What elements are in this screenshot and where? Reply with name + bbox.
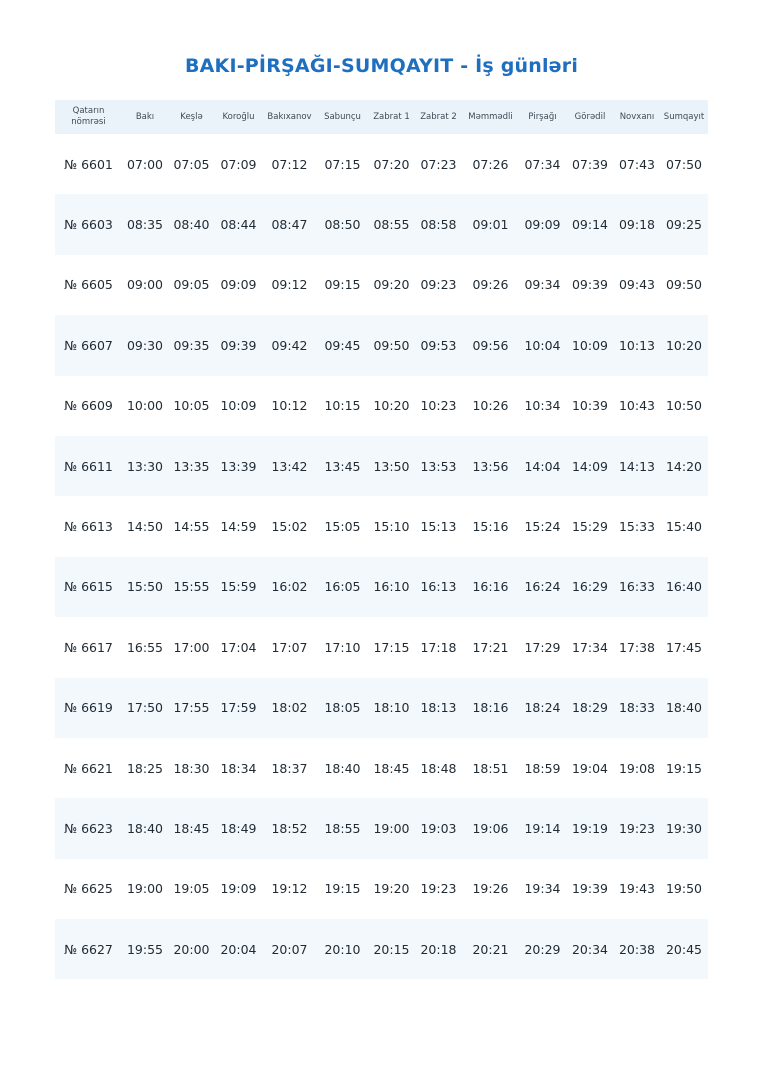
- time-cell: 10:23: [420, 398, 457, 414]
- time-cell: 09:20: [373, 277, 410, 293]
- time-cell: 07:09: [220, 156, 257, 172]
- time-cell: 17:21: [472, 639, 509, 655]
- time-cell: 18:48: [420, 760, 457, 776]
- time-cell: 17:29: [524, 639, 561, 655]
- time-cell: 09:50: [665, 277, 703, 293]
- time-cell: 07:26: [472, 156, 509, 172]
- time-cell: 15:55: [168, 557, 215, 617]
- time-cell: 16:10: [368, 557, 415, 617]
- time-cell: 18:16: [462, 678, 519, 738]
- time-cell: 08:47: [262, 194, 317, 254]
- time-cell: 20:18: [415, 919, 462, 979]
- train-number-cell: № 6625: [64, 881, 113, 897]
- time-cell: 18:52: [262, 798, 317, 858]
- time-cell: 15:16: [472, 519, 509, 535]
- time-cell: 09:30: [122, 315, 168, 375]
- column-header-station: Məmmədli: [462, 100, 519, 134]
- time-cell: 09:39: [215, 315, 262, 375]
- time-cell: 10:43: [618, 398, 656, 414]
- time-cell: 16:29: [566, 557, 614, 617]
- column-header-station: Bakıxanov: [262, 100, 317, 134]
- time-cell: 07:20: [373, 156, 410, 172]
- time-cell: 18:45: [168, 798, 215, 858]
- time-cell: 17:55: [168, 678, 215, 738]
- time-cell: 19:55: [122, 919, 168, 979]
- column-header-station: Novxanı: [614, 100, 660, 134]
- time-cell: 18:13: [415, 678, 462, 738]
- time-cell: 08:55: [368, 194, 415, 254]
- time-cell: 09:50: [368, 315, 415, 375]
- train-number-cell: № 6627: [55, 919, 122, 979]
- time-cell: 18:33: [614, 678, 660, 738]
- time-cell: 07:50: [665, 156, 703, 172]
- time-cell: 16:05: [317, 557, 368, 617]
- train-number-cell: № 6607: [55, 315, 122, 375]
- time-cell: 18:05: [317, 678, 368, 738]
- time-cell: 19:50: [665, 881, 703, 897]
- time-cell: 14:13: [614, 436, 660, 496]
- time-cell: 19:04: [571, 760, 609, 776]
- time-cell: 16:40: [660, 557, 708, 617]
- column-header-station: Keşlə: [168, 100, 215, 134]
- train-number-cell: № 6609: [64, 398, 113, 414]
- time-cell: 18:55: [317, 798, 368, 858]
- time-cell: 19:09: [220, 881, 257, 897]
- time-cell: 15:10: [373, 519, 410, 535]
- time-cell: 14:09: [566, 436, 614, 496]
- time-cell: 14:55: [173, 519, 210, 535]
- time-cell: 19:05: [173, 881, 210, 897]
- time-cell: 09:34: [524, 277, 561, 293]
- time-cell: 19:26: [472, 881, 509, 897]
- time-cell: 18:40: [324, 760, 361, 776]
- time-cell: 18:02: [262, 678, 317, 738]
- time-cell: 18:30: [173, 760, 210, 776]
- time-cell: 09:53: [415, 315, 462, 375]
- time-cell: 17:18: [420, 639, 457, 655]
- time-cell: 18:49: [215, 798, 262, 858]
- time-cell: 19:15: [665, 760, 703, 776]
- time-cell: 10:12: [271, 398, 308, 414]
- time-cell: 15:24: [524, 519, 561, 535]
- time-cell: 15:13: [420, 519, 457, 535]
- time-cell: 18:45: [373, 760, 410, 776]
- time-cell: 09:01: [462, 194, 519, 254]
- time-cell: 17:07: [271, 639, 308, 655]
- time-cell: 07:39: [571, 156, 609, 172]
- time-cell: 08:50: [317, 194, 368, 254]
- time-cell: 08:58: [415, 194, 462, 254]
- train-number-cell: № 6615: [55, 557, 122, 617]
- time-cell: 10:39: [571, 398, 609, 414]
- time-cell: 16:55: [126, 639, 164, 655]
- time-cell: 18:40: [122, 798, 168, 858]
- table-row: [55, 255, 708, 315]
- time-cell: 17:45: [665, 639, 703, 655]
- time-cell: 18:40: [660, 678, 708, 738]
- time-cell: 18:51: [472, 760, 509, 776]
- table-row: [55, 496, 708, 556]
- time-cell: 17:15: [373, 639, 410, 655]
- time-cell: 10:05: [173, 398, 210, 414]
- train-number-cell: № 6601: [64, 156, 113, 172]
- time-cell: 18:29: [566, 678, 614, 738]
- table-row: [55, 134, 708, 194]
- time-cell: 17:34: [571, 639, 609, 655]
- time-cell: 10:34: [524, 398, 561, 414]
- time-cell: 18:37: [271, 760, 308, 776]
- time-cell: 20:15: [368, 919, 415, 979]
- time-cell: 07:15: [324, 156, 361, 172]
- time-cell: 20:38: [614, 919, 660, 979]
- time-cell: 07:12: [271, 156, 308, 172]
- time-cell: 16:02: [262, 557, 317, 617]
- time-cell: 17:59: [215, 678, 262, 738]
- time-cell: 20:10: [317, 919, 368, 979]
- train-number-cell: № 6623: [55, 798, 122, 858]
- time-cell: 19:08: [618, 760, 656, 776]
- table-row: [55, 617, 708, 677]
- time-cell: 16:24: [519, 557, 566, 617]
- time-cell: 17:10: [324, 639, 361, 655]
- time-cell: 13:39: [215, 436, 262, 496]
- time-cell: 07:23: [420, 156, 457, 172]
- time-cell: 09:45: [317, 315, 368, 375]
- timetable: [55, 100, 708, 979]
- time-cell: 09:42: [262, 315, 317, 375]
- time-cell: 15:29: [571, 519, 609, 535]
- table-row: [55, 557, 708, 617]
- time-cell: 19:12: [271, 881, 308, 897]
- time-cell: 07:00: [126, 156, 164, 172]
- time-cell: 14:04: [519, 436, 566, 496]
- time-cell: 09:09: [220, 277, 257, 293]
- time-cell: 09:25: [660, 194, 708, 254]
- column-header-station: Zabrat 2: [415, 100, 462, 134]
- time-cell: 13:50: [368, 436, 415, 496]
- time-cell: 17:38: [618, 639, 656, 655]
- time-cell: 13:35: [168, 436, 215, 496]
- time-cell: 15:50: [122, 557, 168, 617]
- time-cell: 15:02: [271, 519, 308, 535]
- time-cell: 17:04: [220, 639, 257, 655]
- time-cell: 08:44: [215, 194, 262, 254]
- time-cell: 18:59: [524, 760, 561, 776]
- time-cell: 13:42: [262, 436, 317, 496]
- time-cell: 19:30: [660, 798, 708, 858]
- column-header-station: Koroğlu: [215, 100, 262, 134]
- time-cell: 13:30: [122, 436, 168, 496]
- time-cell: 09:14: [566, 194, 614, 254]
- time-cell: 09:18: [614, 194, 660, 254]
- header-row: [55, 100, 708, 134]
- time-cell: 09:15: [324, 277, 361, 293]
- column-header-station: Bakı: [122, 100, 168, 134]
- time-cell: 09:09: [519, 194, 566, 254]
- train-number-cell: № 6619: [55, 678, 122, 738]
- train-number-cell: № 6605: [64, 277, 113, 293]
- table-row: [55, 194, 708, 254]
- time-cell: 14:59: [220, 519, 257, 535]
- time-cell: 18:25: [126, 760, 164, 776]
- time-cell: 09:39: [571, 277, 609, 293]
- time-cell: 13:53: [415, 436, 462, 496]
- table-row: [55, 738, 708, 798]
- time-cell: 18:24: [519, 678, 566, 738]
- time-cell: 19:20: [373, 881, 410, 897]
- time-cell: 19:19: [566, 798, 614, 858]
- table-row: [55, 798, 708, 858]
- time-cell: 09:23: [420, 277, 457, 293]
- time-cell: 10:09: [220, 398, 257, 414]
- time-cell: 15:33: [618, 519, 656, 535]
- time-cell: 17:00: [173, 639, 210, 655]
- time-cell: 19:15: [324, 881, 361, 897]
- time-cell: 19:14: [519, 798, 566, 858]
- table-row: [55, 919, 708, 979]
- time-cell: 19:39: [571, 881, 609, 897]
- table-body: [55, 134, 708, 979]
- time-cell: 20:45: [660, 919, 708, 979]
- time-cell: 20:00: [168, 919, 215, 979]
- time-cell: 07:05: [173, 156, 210, 172]
- time-cell: 10:50: [665, 398, 703, 414]
- table-row: [55, 315, 708, 375]
- time-cell: 18:34: [220, 760, 257, 776]
- time-cell: 10:04: [519, 315, 566, 375]
- time-cell: 19:06: [462, 798, 519, 858]
- time-cell: 18:10: [368, 678, 415, 738]
- column-header-station: Zabrat 1: [368, 100, 415, 134]
- time-cell: 10:15: [324, 398, 361, 414]
- time-cell: 09:05: [173, 277, 210, 293]
- time-cell: 13:56: [462, 436, 519, 496]
- time-cell: 15:05: [324, 519, 361, 535]
- time-cell: 20:04: [215, 919, 262, 979]
- time-cell: 09:35: [168, 315, 215, 375]
- time-cell: 09:26: [472, 277, 509, 293]
- column-header-station: Görədil: [566, 100, 614, 134]
- table-row: [55, 436, 708, 496]
- time-cell: 14:50: [126, 519, 164, 535]
- column-header-station: Pirşağı: [519, 100, 566, 134]
- time-cell: 10:09: [566, 315, 614, 375]
- time-cell: 09:00: [126, 277, 164, 293]
- time-cell: 08:40: [168, 194, 215, 254]
- time-cell: 13:45: [317, 436, 368, 496]
- time-cell: 07:34: [524, 156, 561, 172]
- table-row: [55, 376, 708, 436]
- time-cell: 10:26: [472, 398, 509, 414]
- time-cell: 19:43: [618, 881, 656, 897]
- column-header-train-number: Qatarın nömrəsi: [55, 100, 122, 134]
- time-cell: 19:03: [415, 798, 462, 858]
- time-cell: 10:20: [373, 398, 410, 414]
- time-cell: 10:00: [126, 398, 164, 414]
- time-cell: 15:40: [665, 519, 703, 535]
- train-number-cell: № 6617: [64, 639, 113, 655]
- time-cell: 16:13: [415, 557, 462, 617]
- time-cell: 16:33: [614, 557, 660, 617]
- train-number-cell: № 6611: [55, 436, 122, 496]
- time-cell: 09:43: [618, 277, 656, 293]
- column-header-station: Sumqayıt: [660, 100, 708, 134]
- train-number-cell: № 6621: [64, 760, 113, 776]
- time-cell: 19:23: [420, 881, 457, 897]
- time-cell: 09:56: [462, 315, 519, 375]
- time-cell: 19:23: [614, 798, 660, 858]
- time-cell: 09:12: [271, 277, 308, 293]
- table-row: [55, 859, 708, 919]
- train-number-cell: № 6603: [55, 194, 122, 254]
- time-cell: 08:35: [122, 194, 168, 254]
- table-row: [55, 678, 708, 738]
- time-cell: 15:59: [215, 557, 262, 617]
- time-cell: 19:00: [126, 881, 164, 897]
- time-cell: 20:34: [566, 919, 614, 979]
- train-number-cell: № 6613: [64, 519, 113, 535]
- time-cell: 17:50: [122, 678, 168, 738]
- time-cell: 20:29: [519, 919, 566, 979]
- time-cell: 10:13: [614, 315, 660, 375]
- time-cell: 20:07: [262, 919, 317, 979]
- time-cell: 20:21: [462, 919, 519, 979]
- time-cell: 07:43: [618, 156, 656, 172]
- time-cell: 16:16: [462, 557, 519, 617]
- time-cell: 19:00: [368, 798, 415, 858]
- time-cell: 14:20: [660, 436, 708, 496]
- time-cell: 10:20: [660, 315, 708, 375]
- time-cell: 19:34: [524, 881, 561, 897]
- column-header-station: Sabunçu: [317, 100, 368, 134]
- page-title: BAKI-PİRŞAĞI-SUMQAYIT - İş günləri: [184, 55, 579, 77]
